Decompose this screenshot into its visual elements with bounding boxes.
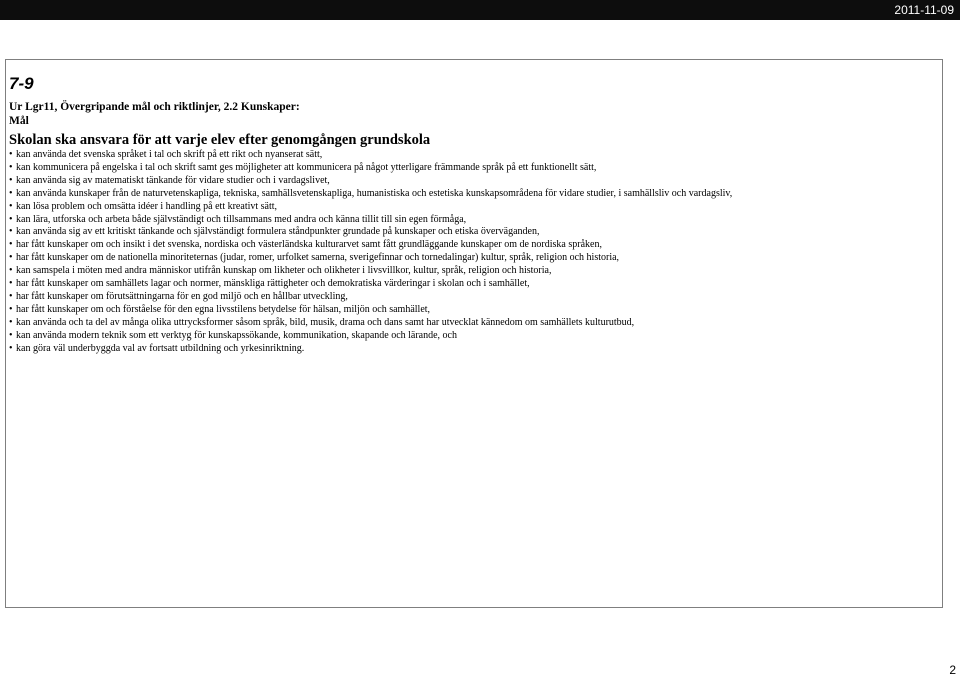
- goal-text: kan använda kunskaper från de naturvetenskapliga, tekniska, samhällsvetenskapliga, humanistiska och estetiska kunskapsområdena för vidare studier, i samhällsliv och vardagsliv,: [16, 187, 733, 199]
- goal-text: kan använda sig av ett kritiskt tänkande och självständigt formulera ståndpunkter grundade på kunskaper och etiska överväganden,: [16, 226, 540, 238]
- bullet-icon: •: [9, 265, 13, 277]
- slide-content: [9, 100, 929, 356]
- goal-text: har fått kunskaper om samhällets lagar och normer, mänskliga rättigheter och demokratiska värderingar i skolan och i samhället,: [16, 278, 530, 290]
- bullet-icon: •: [9, 252, 13, 264]
- bullet-icon: •: [9, 149, 13, 160]
- bullet-icon: •: [9, 213, 13, 225]
- section-title: Skolan ska ansvara för att varje elev efter genomgången grundskola: [9, 132, 431, 148]
- source-line: Ur Lgr11, Övergripande mål och riktlinjer, 2.2 Kunskaper:: [9, 101, 300, 113]
- bullet-icon: •: [9, 161, 13, 173]
- list-item: [9, 252, 929, 265]
- list-item: [9, 162, 929, 175]
- goal-text: har fått kunskaper om förutsättningarna för en god miljö och en hållbar utveckling,: [16, 290, 348, 302]
- bullet-icon: •: [9, 316, 13, 328]
- goal-text: kan göra väl underbyggda val av fortsatt utbildning och yrkesinriktning.: [16, 342, 305, 354]
- list-item: [9, 175, 929, 188]
- goal-text: kan kommunicera på engelska i tal och skrift samt ges möjligheter att kommunicera på något ytterligare främmande språk på ett funktionellt sätt,: [16, 161, 597, 173]
- list-item: [9, 343, 929, 356]
- page-number: 2: [949, 663, 956, 677]
- list-item: [9, 149, 929, 162]
- goal-text: har fått kunskaper om och insikt i det svenska, nordiska och västerländska kulturarvet samt fått grundläggande kunskaper om de nordiska språken,: [16, 239, 602, 251]
- header-bar: [0, 0, 960, 20]
- bullet-icon: •: [9, 278, 13, 290]
- bullet-icon: •: [9, 226, 13, 238]
- bullet-icon: •: [9, 239, 13, 251]
- list-item: [9, 317, 929, 330]
- bullet-icon: •: [9, 290, 13, 302]
- goal-text: har fått kunskaper om och förståelse för den egna livsstilens betydelse för hälsan, miljön och samhället,: [16, 303, 431, 315]
- list-item: [9, 239, 929, 252]
- goal-text: kan använda och ta del av många olika uttrycksformer såsom språk, bild, musik, drama och dans samt har utvecklat kännedom om samhällets kulturutbud,: [16, 316, 635, 328]
- bullet-icon: •: [9, 329, 13, 341]
- goal-text: kan samspela i möten med andra människor utifrån kunskap om likheter och olikheter i livsvillkor, kultur, språk, religion och historia,: [16, 265, 552, 277]
- bullet-icon: •: [9, 303, 13, 315]
- bullet-icon: •: [9, 174, 13, 186]
- list-item: [9, 201, 929, 214]
- list-item: [9, 188, 929, 201]
- bullet-icon: •: [9, 342, 13, 354]
- goal-text: har fått kunskaper om de nationella minoriteternas (judar, romer, urfolket samerna, sverigefinnar och tornedalingar) kultur, språk, religion och historia,: [16, 252, 620, 264]
- goal-text: kan använda sig av matematiskt tänkande för vidare studier och i vardagslivet,: [16, 174, 330, 186]
- header-date: 2011-11-09: [894, 3, 954, 17]
- list-item: [9, 214, 929, 227]
- bullet-icon: •: [9, 200, 13, 212]
- list-item: [9, 304, 929, 317]
- list-item: [9, 291, 929, 304]
- list-item: [9, 226, 929, 239]
- goals-label: Mål: [9, 115, 29, 127]
- list-item: [9, 278, 929, 291]
- goal-text: kan lära, utforska och arbeta både självständigt och tillsammans med andra och känna tillit till sin egen förmåga,: [16, 213, 467, 225]
- goal-text: kan använda modern teknik som ett verktyg för kunskapssökande, kommunikation, skapande och lärande, och: [16, 329, 457, 341]
- bullet-icon: •: [9, 187, 13, 199]
- goal-list: [9, 149, 929, 356]
- list-item: [9, 265, 929, 278]
- slide-heading: 7-9: [9, 74, 34, 93]
- list-item: [9, 330, 929, 343]
- goal-text: kan använda det svenska språket i tal och skrift på ett rikt och nyanserat sätt,: [16, 149, 323, 160]
- goal-text: kan lösa problem och omsätta idéer i handling på ett kreativt sätt,: [16, 200, 278, 212]
